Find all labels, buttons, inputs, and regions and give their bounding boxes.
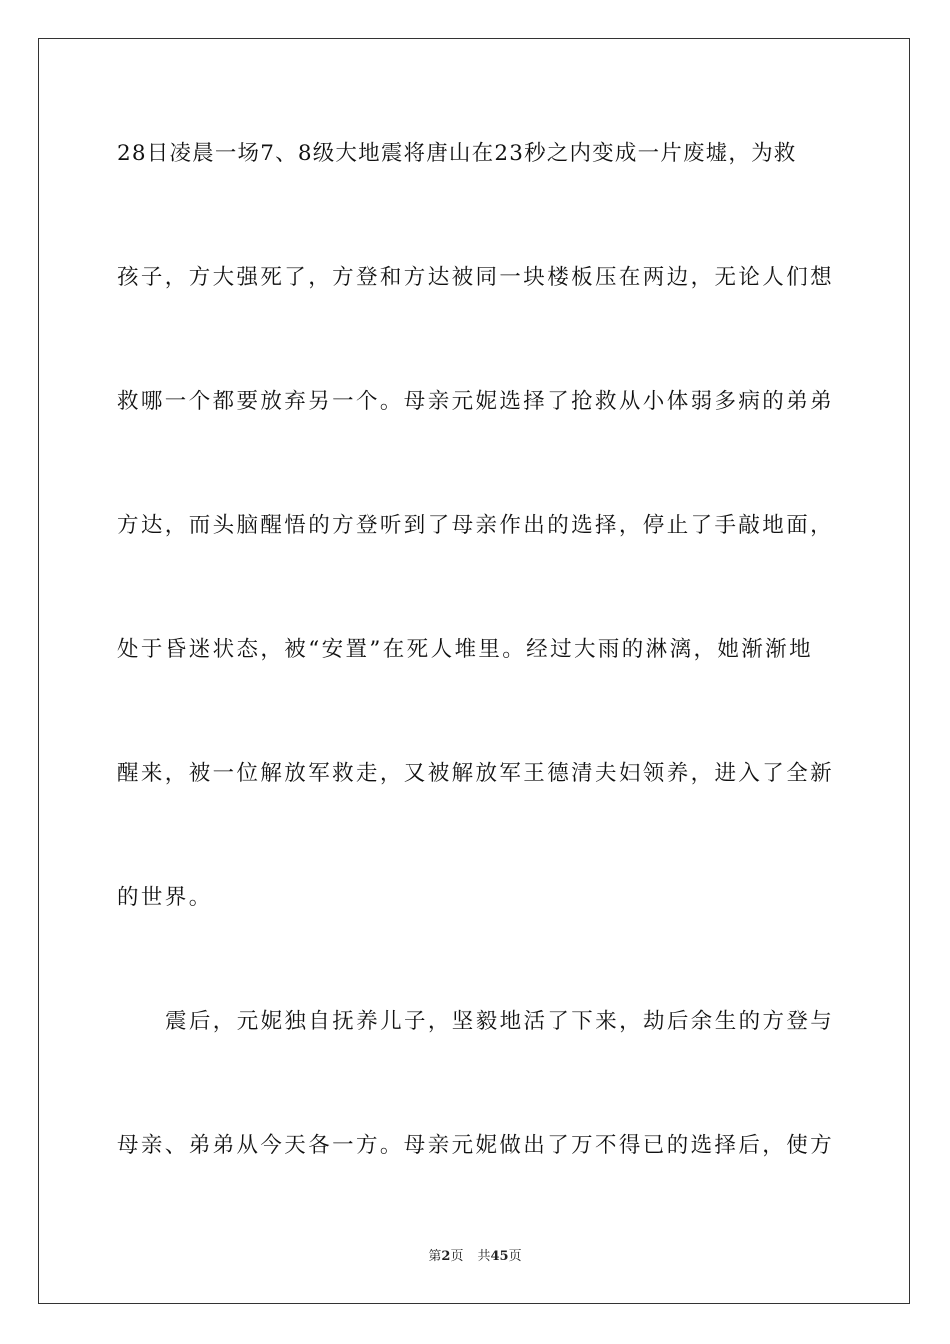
text-line-5: 处于昏迷状态，被“安置”在死人堆里。经过大雨的淋漓，她渐渐地	[117, 637, 813, 662]
text-line-4: 方达，而头脑醒悟的方登听到了母亲作出的选择，停止了手敲地面，	[117, 513, 835, 538]
page-number: 2	[441, 1249, 451, 1264]
page-footer	[0, 1245, 950, 1264]
document-body	[117, 120, 833, 1236]
page-prefix: 第	[428, 1249, 442, 1264]
page-suffix: 页	[450, 1249, 464, 1264]
text-line-9: 母亲、弟弟从今天各一方。母亲元妮做出了万不得已的选择后，使方	[117, 1133, 835, 1158]
text-line-8: 震后，元妮独自抚养儿子，坚毅地活了下来，劫后余生的方登与	[165, 1009, 835, 1034]
total-prefix: 共	[477, 1249, 491, 1264]
text-line-3: 救哪一个都要放弃另一个。母亲元妮选择了抢救从小体弱多病的弟弟	[117, 389, 835, 414]
text-line-7: 的世界。	[117, 885, 213, 910]
text-line-1: 28日凌晨一场7、8级大地震将唐山在23秒之内变成一片废墟，为救	[117, 141, 797, 166]
total-suffix: 页	[508, 1249, 522, 1264]
text-line-6: 醒来，被一位解放军救走，又被解放军王德清夫妇领养，进入了全新	[117, 761, 835, 786]
total-pages: 45	[490, 1249, 509, 1264]
text-line-2: 孩子，方大强死了，方登和方达被同一块楼板压在两边，无论人们想	[117, 265, 835, 290]
